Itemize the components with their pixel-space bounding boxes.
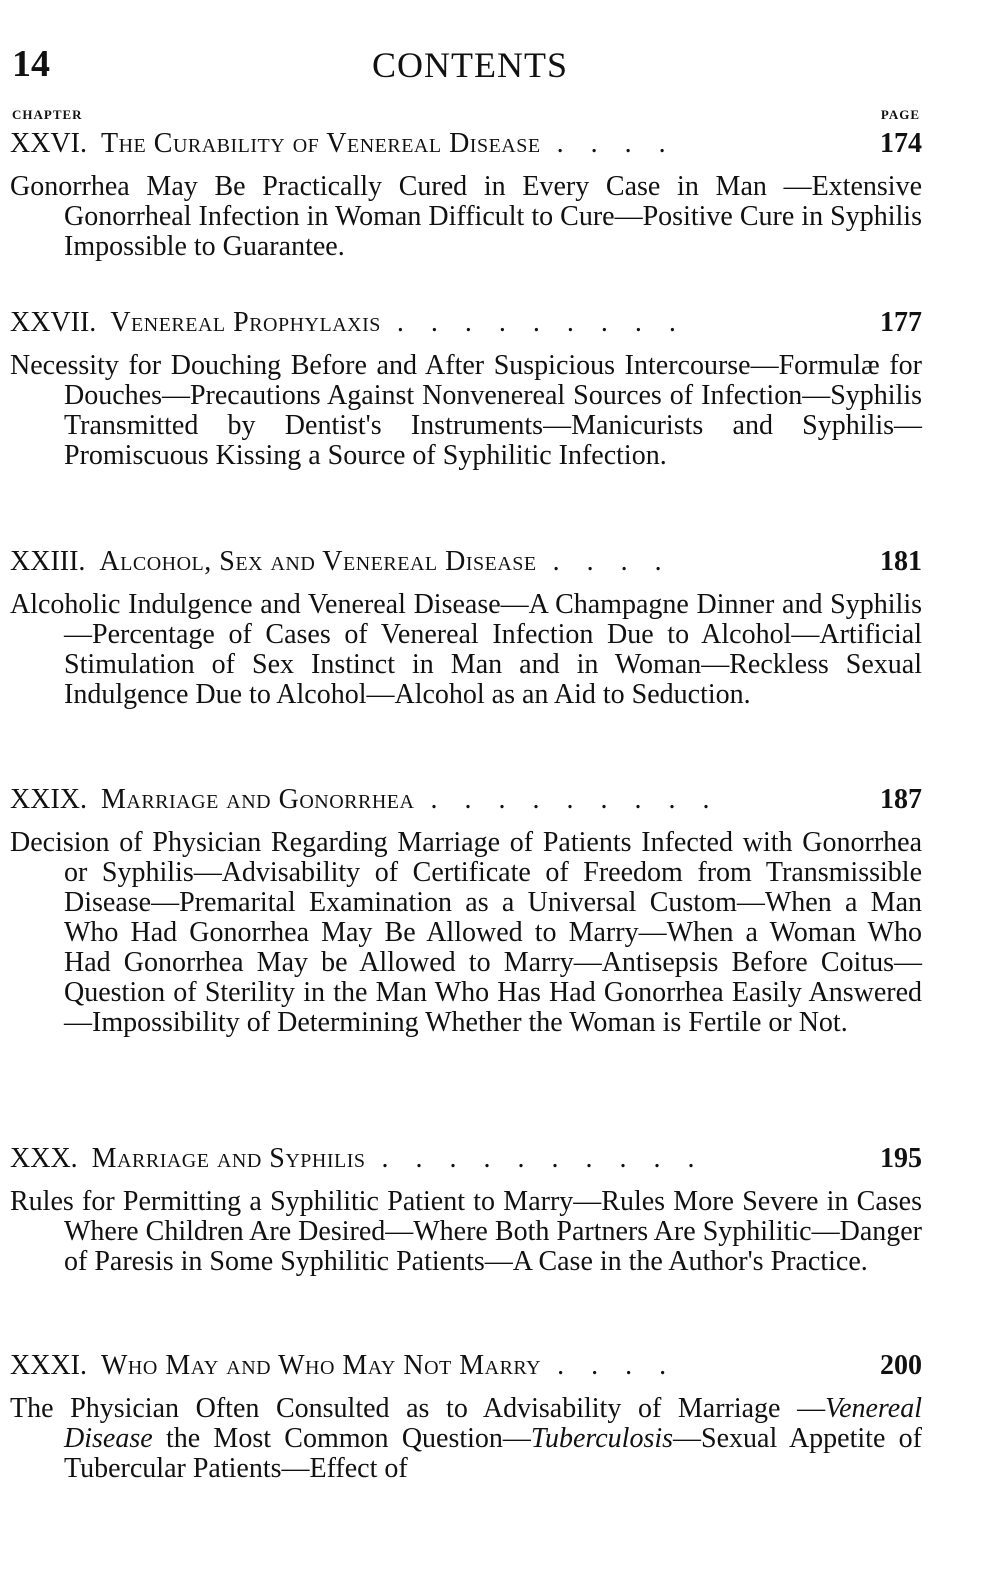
chapter-summary: Necessity for Douching Before and After Suspicious Intercourse—Formulæ for Douches—Precautions Against Nonvenereal Sources of Infection—Syphilis Transmitted by Dentist's Instruments—Manicurists and Syphilis—Promiscuous Kissing a Source of Syphilitic Infection. [10, 350, 922, 471]
entry-heading [10, 303, 922, 343]
entry-heading [10, 124, 922, 164]
chapter-summary: Decision of Physician Regarding Marriage of Patients Infected with Gonorrhea or Syphilis—Advisability of Certificate of Freedom from Transmissible Disease—Premarital Examination as a Universal Custom—When a Man Who Had Gonorrhea May Be Allowed to Marry—When a Woman Who Had Gonorrhea May be Allowed to Marry—Antisepsis Before Coitus—Question of Sterility in the Man Who Has Had Gonorrhea Easily Answered—Impossibility of Determining Whether the Woman is Fertile or Not. [10, 827, 922, 1038]
chapter-roman: XXVII. [10, 307, 97, 338]
chapter-title: Marriage and Syphilis [91, 1143, 366, 1174]
chapter-page: 195 [880, 1143, 922, 1174]
chapter-page: 177 [880, 307, 922, 338]
page-header [12, 42, 912, 92]
entry-heading [10, 542, 922, 582]
chapter-page: 181 [880, 546, 922, 577]
leader-dots: . . . . . . . . . . [381, 1143, 705, 1174]
chapter-summary: Rules for Permitting a Syphilitic Patient to Marry—Rules More Severe in Cases Where Children Are Desired—Where Both Partners Are Syphilitic—Danger of Paresis in Some Syphilitic Patients—A Case in the Author's Practice. [10, 1186, 922, 1277]
chapter-page: 200 [880, 1350, 922, 1381]
chapter-title: The Curability of Venereal Disease [101, 128, 541, 159]
toc-entry-xxvi [10, 124, 922, 262]
leader-dots: . . . . . . . . . [396, 307, 686, 338]
leader-dots: . . . . [557, 1350, 677, 1381]
toc-entry-xxiii [10, 542, 922, 710]
summary-italic-venereal: Venereal Disease [64, 1393, 922, 1454]
page-number: 14 [12, 43, 50, 85]
entry-heading [10, 780, 922, 820]
chapter-page: 187 [880, 784, 922, 815]
page-label: PAGE [880, 107, 920, 122]
chapter-summary: Gonorrhea May Be Practically Cured in Every Case in Man —Extensive Gonorrheal Infection in Woman Difficult to Cure—Positive Cure in Syphilis Impossible to Guarantee. [10, 171, 922, 262]
summary-text: —Sexual Appetite of Tubercular Patients—Effect of [64, 1423, 922, 1484]
chapter-summary [10, 1394, 922, 1484]
toc-entry-xxix [10, 780, 922, 1038]
chapter-roman: XXXI. [10, 1350, 87, 1381]
entry-heading [10, 1139, 922, 1179]
chapter-page: 174 [880, 128, 922, 159]
leader-dots: . . . . [556, 128, 676, 159]
chapter-label: CHAPTER [12, 107, 83, 122]
chapter-roman: XXX. [10, 1143, 78, 1174]
toc-entry-xxxi [10, 1346, 922, 1484]
toc-entry-xxx [10, 1139, 922, 1277]
summary-italic-tuberculosis: Tuberculosis [530, 1423, 674, 1454]
chapter-roman: XXIX. [10, 784, 87, 815]
chapter-roman: XXIII. [10, 546, 86, 577]
chapter-title: Venereal Prophylaxis [110, 307, 381, 338]
chapter-title: Marriage and Gonorrhea [101, 784, 415, 815]
chapter-summary: Alcoholic Indulgence and Venereal Disease—A Champagne Dinner and Syphilis—Percentage of Cases of Venereal Infection Due to Alcohol—Artificial Stimulation of Sex Instinct in Man and in Woman—Reckless Sexual Indulgence Due to Alcohol—Alcohol as an Aid to Seduction. [10, 589, 922, 710]
chapter-title: Alcohol, Sex and Venereal Disease [99, 546, 537, 577]
chapter-title: Who May and Who May Not Marry [101, 1350, 542, 1381]
summary-text: The Physician Often Consulted as to Advisability of Marriage — [10, 1393, 826, 1424]
summary-text: the Most Common Question— [152, 1423, 531, 1454]
toc-entry-xxvii [10, 303, 922, 471]
leader-dots: . . . . [552, 546, 672, 577]
entry-heading [10, 1346, 922, 1386]
running-head: CONTENTS [372, 45, 568, 85]
leader-dots: . . . . . . . . . [430, 784, 720, 815]
chapter-roman: XXVI. [10, 128, 87, 159]
